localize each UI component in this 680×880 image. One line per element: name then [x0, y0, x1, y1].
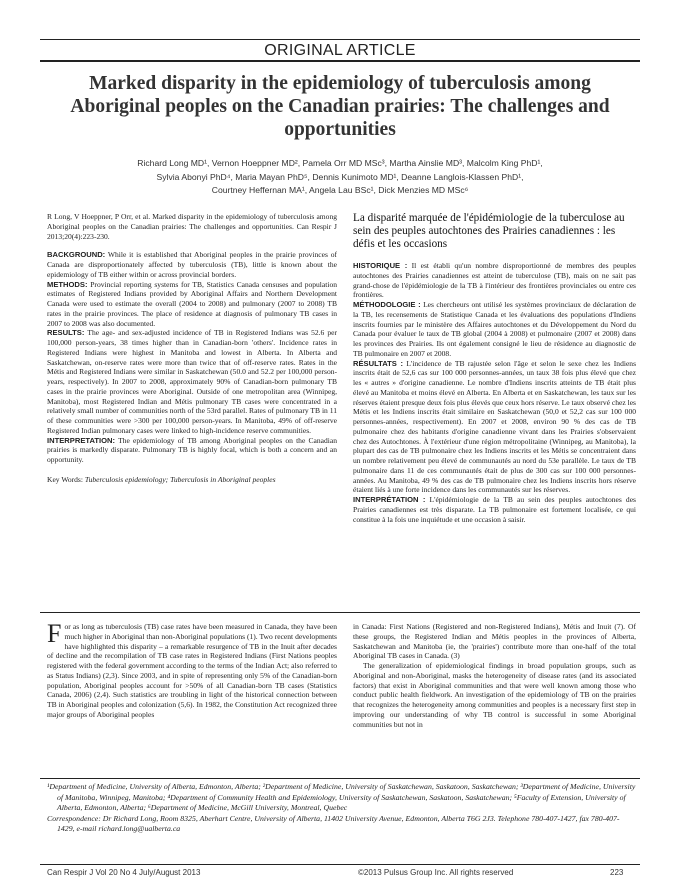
results-label: RESULTS:: [47, 328, 85, 338]
abstract-methods: METHODS: Provincial reporting systems for TB, Statistics Canada censuses and population estimates of Registered Indians provided by Aboriginal Affairs and Northern Development Canada were used to estimate the overall (2004 to 2008) and pulmonary (2007 to 2008) TB rates in the prairie provinces. The place of residence at diagnosis of pulmonary TB cases in 2007 to 2008 was also documented.: [47, 279, 337, 328]
methodologie-label: MÉTHODOLOGIE :: [353, 300, 421, 309]
background-label: BACKGROUND:: [47, 250, 106, 260]
resultats-label: RÉSULTATS :: [353, 358, 403, 368]
interpretation-label: INTERPRETATION:: [47, 435, 116, 445]
author-line: Sylvia Abonyi PhD⁴, Maria Mayan PhD⁵, Dennis Kunimoto MD¹, Deanne Langlois-Klassen PhD¹,: [156, 171, 524, 182]
abstract-interpretation: INTERPRETATION: The epidemiology of TB among Aboriginal peoples on the Canadian prairies is markedly disparate. Pulmonary TB is highly focal, which is both a concern and an opportunity.: [47, 435, 337, 464]
author-line: Richard Long MD¹, Vernon Hoeppner MD², Pamela Orr MD MSc³, Martha Ainslie MD³, Malcolm King PhD¹,: [137, 158, 543, 168]
abstract-background: BACKGROUND: While it is established that Aboriginal peoples in the prairie provinces of Canada are disproportionately affected by tuberculosis (TB), little is known about the epidemiology of TB either within or across provincial borders.: [47, 250, 337, 279]
body-column-right: [353, 622, 636, 729]
article-title: Marked disparity in the epidemiology of tuberculosis among Aboriginal peoples on the Canadian prairies: The challenges and opportunities: [70, 73, 610, 140]
abstract-english: [47, 212, 337, 485]
section-label: ORIGINAL ARTICLE: [264, 42, 416, 59]
affiliations: [47, 782, 637, 835]
abstract-results: RESULTS: The age- and sex-adjusted incidence of TB in Registered Indians was 52.6 per 100,000 person-years, 38 times higher than in Canadian-born 'others'. Incidence rates in Registered Indians were highest in Manitoba and lowest in Alberta. In Alberta and Saskatchewan, on-reserve rates were more than twice that of off-reserve rates. Rates in the Métis and Registered Indians were similar in Saskatchewan (50.0 and 52.2 per 100,000 person-years, respectively). In 2007 to 2008, approximately 90% of Canadian-born pulmonary TB cases in the prairie provinces were Aboriginal. Outside of one metropolitan area (Winnipeg, Manitoba), most Registered Indian and Métis pulmonary TB cases were concentrated in a relatively small number of communities north of the 53rd parallel. Rates of pulmonary TB in 11 of these communities were >300 per 100,000 person-years. In Manitoba, 49% of off-reserve Registered Indian pulmonary cases were linked to high-incidence reserve communities.: [47, 328, 337, 435]
abstract-resultats: RÉSULTATS : L'incidence de TB rajustée selon l'âge et selon le sexe chez les Indiens inscrits était de 52,6 cas sur 100 000 personnes-années, un taux 38 fois plus élevé que chez les « autres » d'origine canadienne. Le nombre d'Indiens inscrits atteints de TB était plus élevé au Manitoba et moins élevé en Alberta. En Alberta et en Saskatchewan, les taux sur les réserves étaient presque deux fois plus élevés que ceux hors réserve. Le taux observé chez les Métis et les Indiens inscrits était similaire en Saskatchewan (50,0 et 52,2 cas sur 100 000 personnes-années, respectivement). En 2007 et 2008, environ 90 % des cas de TB pulmonaire chez des habitants d'origine canadienne vivant dans les Prairies s'observaient chez des Autochtones. À l'extérieur d'une région métropolitaine (Winnipeg, au Manitoba), la plupart des cas de TB pulmonaire chez les Indiens inscrits et les Métis se concentraient dans un nombre relativement peu élevé de communautés au nord du 53e parallèle. Le taux de TB pulmonaire dans 11 de ces communautés était de plus de 300 cas sur 100 000 personnes-années. Au Manitoba, 49 % des cas de TB pulmonaire chez les Indiens inscrits hors réserve étaient liés à une forte incidence dans les communautés sur les réserves.: [353, 358, 637, 495]
header-rule-bottom: [40, 60, 640, 62]
footer-journal: Can Respir J Vol 20 No 4 July/August 2013: [47, 868, 201, 877]
abstract-historique: HISTORIQUE : Il est établi qu'un nombre disproportionné de membres des peuples autochtones des Prairies canadiennes est atteint de tuberculose (TB), mais on ne sait pas grand-chose de l'épidémiologie de la TB à l'intérieur des frontières provinciales ou entre ces frontières.: [353, 261, 636, 300]
author-line: Courtney Heffernan MA¹, Angela Lau BSc¹, Dick Menzies MD MSc⁶: [211, 185, 469, 195]
citation: R Long, V Hoeppner, P Orr, et al. Marked disparity in the epidemiology of tuberculosis among Aboriginal peoples on the Canadian prairies: The challenges and opportunities. Can Respir J 2013;20(4):223-230.: [47, 212, 337, 241]
body-paragraph: in Canada: First Nations (Registered and non-Registered Indians), Métis and Inuit (7). Of these groups, the Registered Indian and Métis peoples in the provinces of Alberta, Saskatchewan and Manitoba (ie, the 'prairies') contribute more than one-half of the total Aboriginal TB cases in Canada. (3): [353, 622, 636, 661]
abstract-french: [353, 212, 636, 524]
body-paragraph: For as long as tuberculosis (TB) case rates have been measured in Canada, they have been much higher in Aboriginal than non-Aboriginal populations (1). Two recent developments have highlighted this disparity – a remarkable resurgence of TB in the Inuit after decades of decline and the recompilation of TB case rates in Registered Indians (First Nations peoples registered with the federal government according to the terms of the Indian Act; also referred to as Status Indians) (2,3). Since 2003, and in spite of representing only 5% of the Canadian-born population, Aboriginal peoples account for >50% of all Canadian-born TB cases (Statistics Canada, 2006) (2,4). Such statistics are troubling in light of the historical connection between TB in Aboriginal peoples and colonization (5,6). In 1982, the Constitution Act recognized three major groups of Aboriginal peoples: [47, 619, 337, 719]
french-title: La disparité marquée de l'épidémiologie de la tuberculose au sein des peuples autochtones des Prairies canadiennes : les défis et les occasions: [353, 212, 625, 250]
abstract-interpretation-fr: INTERPRÉTATION : L'épidémiologie de la TB au sein des peuples autochtones des Prairies canadiennes est très disparate. La TB pulmonaire est fortement localisée, ce qui constitue à la fois une inquiétude et une occasion à saisir.: [353, 495, 636, 524]
footer-rule: [40, 864, 640, 865]
footer-copyright: ©2013 Pulsus Group Inc. All rights reserved: [358, 868, 514, 877]
affiliation-list: ¹Department of Medicine, University of Alberta, Edmonton, Alberta; ²Department of Medicine, University of Saskatchewan, Saskatoon, Saskatchewan; ³Department of Medicine, University of Manitoba, Winnipeg, Manitoba; ⁴Department of Community Health and Epidemiology, University of Saskatchewan, Saskatoon, Saskatchewan; ⁵Faculty of Extension, University of Alberta, Edmonton, Alberta; ⁶Department of Medicine, McGill University, Montreal, Quebec: [47, 782, 636, 812]
keywords: Key Words: Tuberculosis epidemiology; Tuberculosis in Aboriginal peoples: [47, 474, 276, 484]
historique-label: HISTORIQUE :: [353, 261, 408, 270]
page-number: 223: [610, 868, 624, 877]
abstract-methodologie: MÉTHODOLOGIE : Les chercheurs ont utilisé les systèmes provinciaux de déclaration de la TB, les recensements de Statistique Canada et les évaluations des populations d'Indiens inscrits fournies par le ministère des Affaires autochtones et du Développement du Nord du Canada pour évaluer le taux de TB global (2004 à 2008) et pulmonaire (2007 et 2008) dans les provinces des Prairies. Ils ont également consigné le lieu de résidence au diagnostic de TB pulmonaire en 2007 et 2008.: [353, 300, 637, 358]
body-divider: [40, 612, 640, 613]
header-rule-top: [40, 39, 640, 40]
interpretation-fr-label: INTERPRÉTATION :: [353, 495, 426, 504]
correspondence: Correspondence: Dr Richard Long, Room 8325, Aberhart Centre, University of Alberta, 11402 University Avenue, Edmonton, Alberta T6G 2J3. Telephone 780-407-1427, fax 780-407-1429, e-mail richard.long@ualberta.ca: [47, 813, 620, 833]
affiliation-rule: [40, 778, 640, 779]
methods-label: METHODS:: [47, 279, 88, 289]
body-paragraph: The generalization of epidemiological findings in broad population groups, such as Aboriginal and non-Aboriginal, masks the heterogeneity of disease rates (and its associated factors) that exist in Aboriginal communities and that were well known among those who conduct public health fieldwork. An investigation of the epidemiology of TB on the prairies that recognizes the heterogeneity among communities and peoples is a necessary first step in improving our understanding of why TB control is successful in some Aboriginal communities but not in: [353, 661, 636, 729]
drop-cap: F: [47, 619, 62, 648]
keywords-label: Key Words:: [47, 474, 83, 484]
body-column-left: [47, 619, 337, 720]
author-list: [80, 157, 600, 198]
